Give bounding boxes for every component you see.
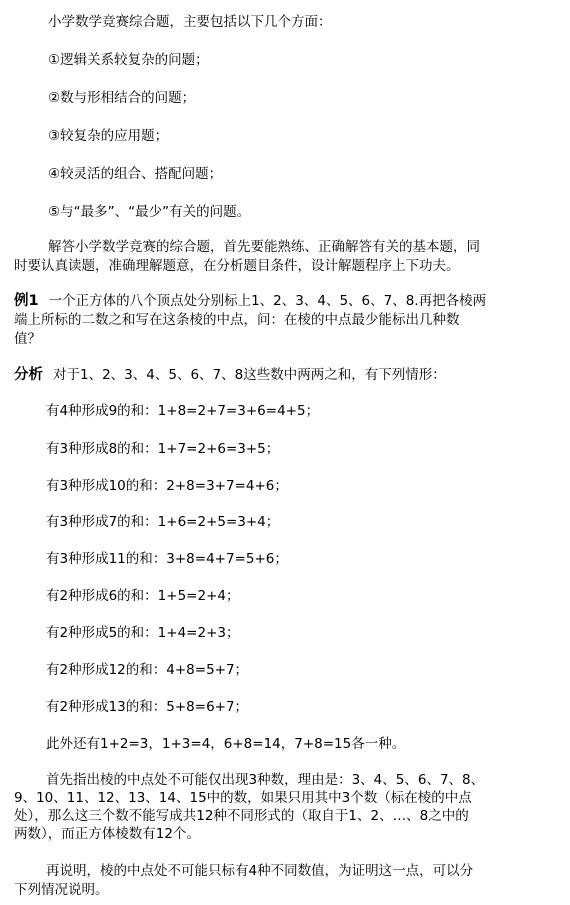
topic-item-2: ②数与形相结合的问题； xyxy=(48,90,196,106)
paragraph-1-line-2: 时要认真读题，准确理解题意，在分析题目条件，设计解题程序上下功夫。 xyxy=(14,258,460,274)
case-line-8: 有2种形成12的和：4+8=5+7； xyxy=(46,662,249,678)
case-line-1: 有4种形成9的和：1+8=2+7=3+6=4+5； xyxy=(46,403,320,419)
paragraph-1-line-1: 解答小学数学竞赛的综合题，首先要能熟练、正确解答有关的基本题，同 xyxy=(48,239,480,255)
case-line-9: 有2种形成13的和：5+8=6+7； xyxy=(46,699,249,715)
topic-item-3: ③较复杂的应用题； xyxy=(48,128,169,144)
paragraph-2-line-1: 首先指出棱的中点处不可能仅出现3种数，理由是：3、4、5、6、7、8、 xyxy=(46,772,485,788)
example-text-line-1: 一个正方体的八个顶点处分别标上1、2、3、4、5、6、7、8.再把各棱两 xyxy=(48,293,487,309)
topic-item-5: ⑤与“最多”、“最少”有关的问题。 xyxy=(48,204,251,220)
example-label: 例1 xyxy=(14,293,39,309)
case-line-6: 有2种形成6的和：1+5=2+4； xyxy=(46,588,240,604)
paragraph-2-line-3: 处），那么这三个数不能写成共12种不同形式的（取自于1、2、…、8之中的 xyxy=(14,808,469,824)
paragraph-3-line-1: 再说明，棱的中点处不可能只标有4种不同数值，为证明这一点，可以分 xyxy=(46,863,474,879)
paragraph-2-line-4: 两数），而正方体棱数有12个。 xyxy=(14,826,200,842)
topic-item-4: ④较灵活的组合、搭配问题； xyxy=(48,166,223,182)
case-line-4: 有3种形成7的和：1+6=2+5=3+4； xyxy=(46,514,280,530)
topic-item-1: ①逻辑关系较复杂的问题； xyxy=(48,52,209,68)
analysis-label: 分析 xyxy=(14,367,43,383)
case-line-2: 有3种形成8的和：1+7=2+6=3+5； xyxy=(46,441,280,457)
example-text-line-3: 值？ xyxy=(14,331,41,347)
case-line-7: 有2种形成5的和：1+4=2+3； xyxy=(46,625,240,641)
case-line-5: 有3种形成11的和：3+8=4+7=5+6； xyxy=(46,551,288,567)
paragraph-2-line-2: 9、10、11、12、13、14、15中的数，如果只用其中3个数（标在棱的中点 xyxy=(14,790,472,806)
analysis-line xyxy=(14,366,446,384)
analysis-text: 对于1、2、3、4、5、6、7、8这些数中两两之和，有下列情形： xyxy=(53,367,446,383)
case-line-10: 此外还有1+2=3，1+3=4，6+8=14，7+8=15各一种。 xyxy=(46,736,406,752)
paragraph-3-line-2: 下列情况说明。 xyxy=(14,882,109,898)
example-text-line-2: 端上所标的二数之和写在这条棱的中点，问：在棱的中点最少能标出几种数 xyxy=(14,312,460,328)
example-first-line xyxy=(14,292,486,310)
intro-line: 小学数学竞赛综合题，主要包括以下几个方面： xyxy=(48,14,332,30)
case-line-3: 有3种形成10的和：2+8=3+7=4+6； xyxy=(46,478,288,494)
